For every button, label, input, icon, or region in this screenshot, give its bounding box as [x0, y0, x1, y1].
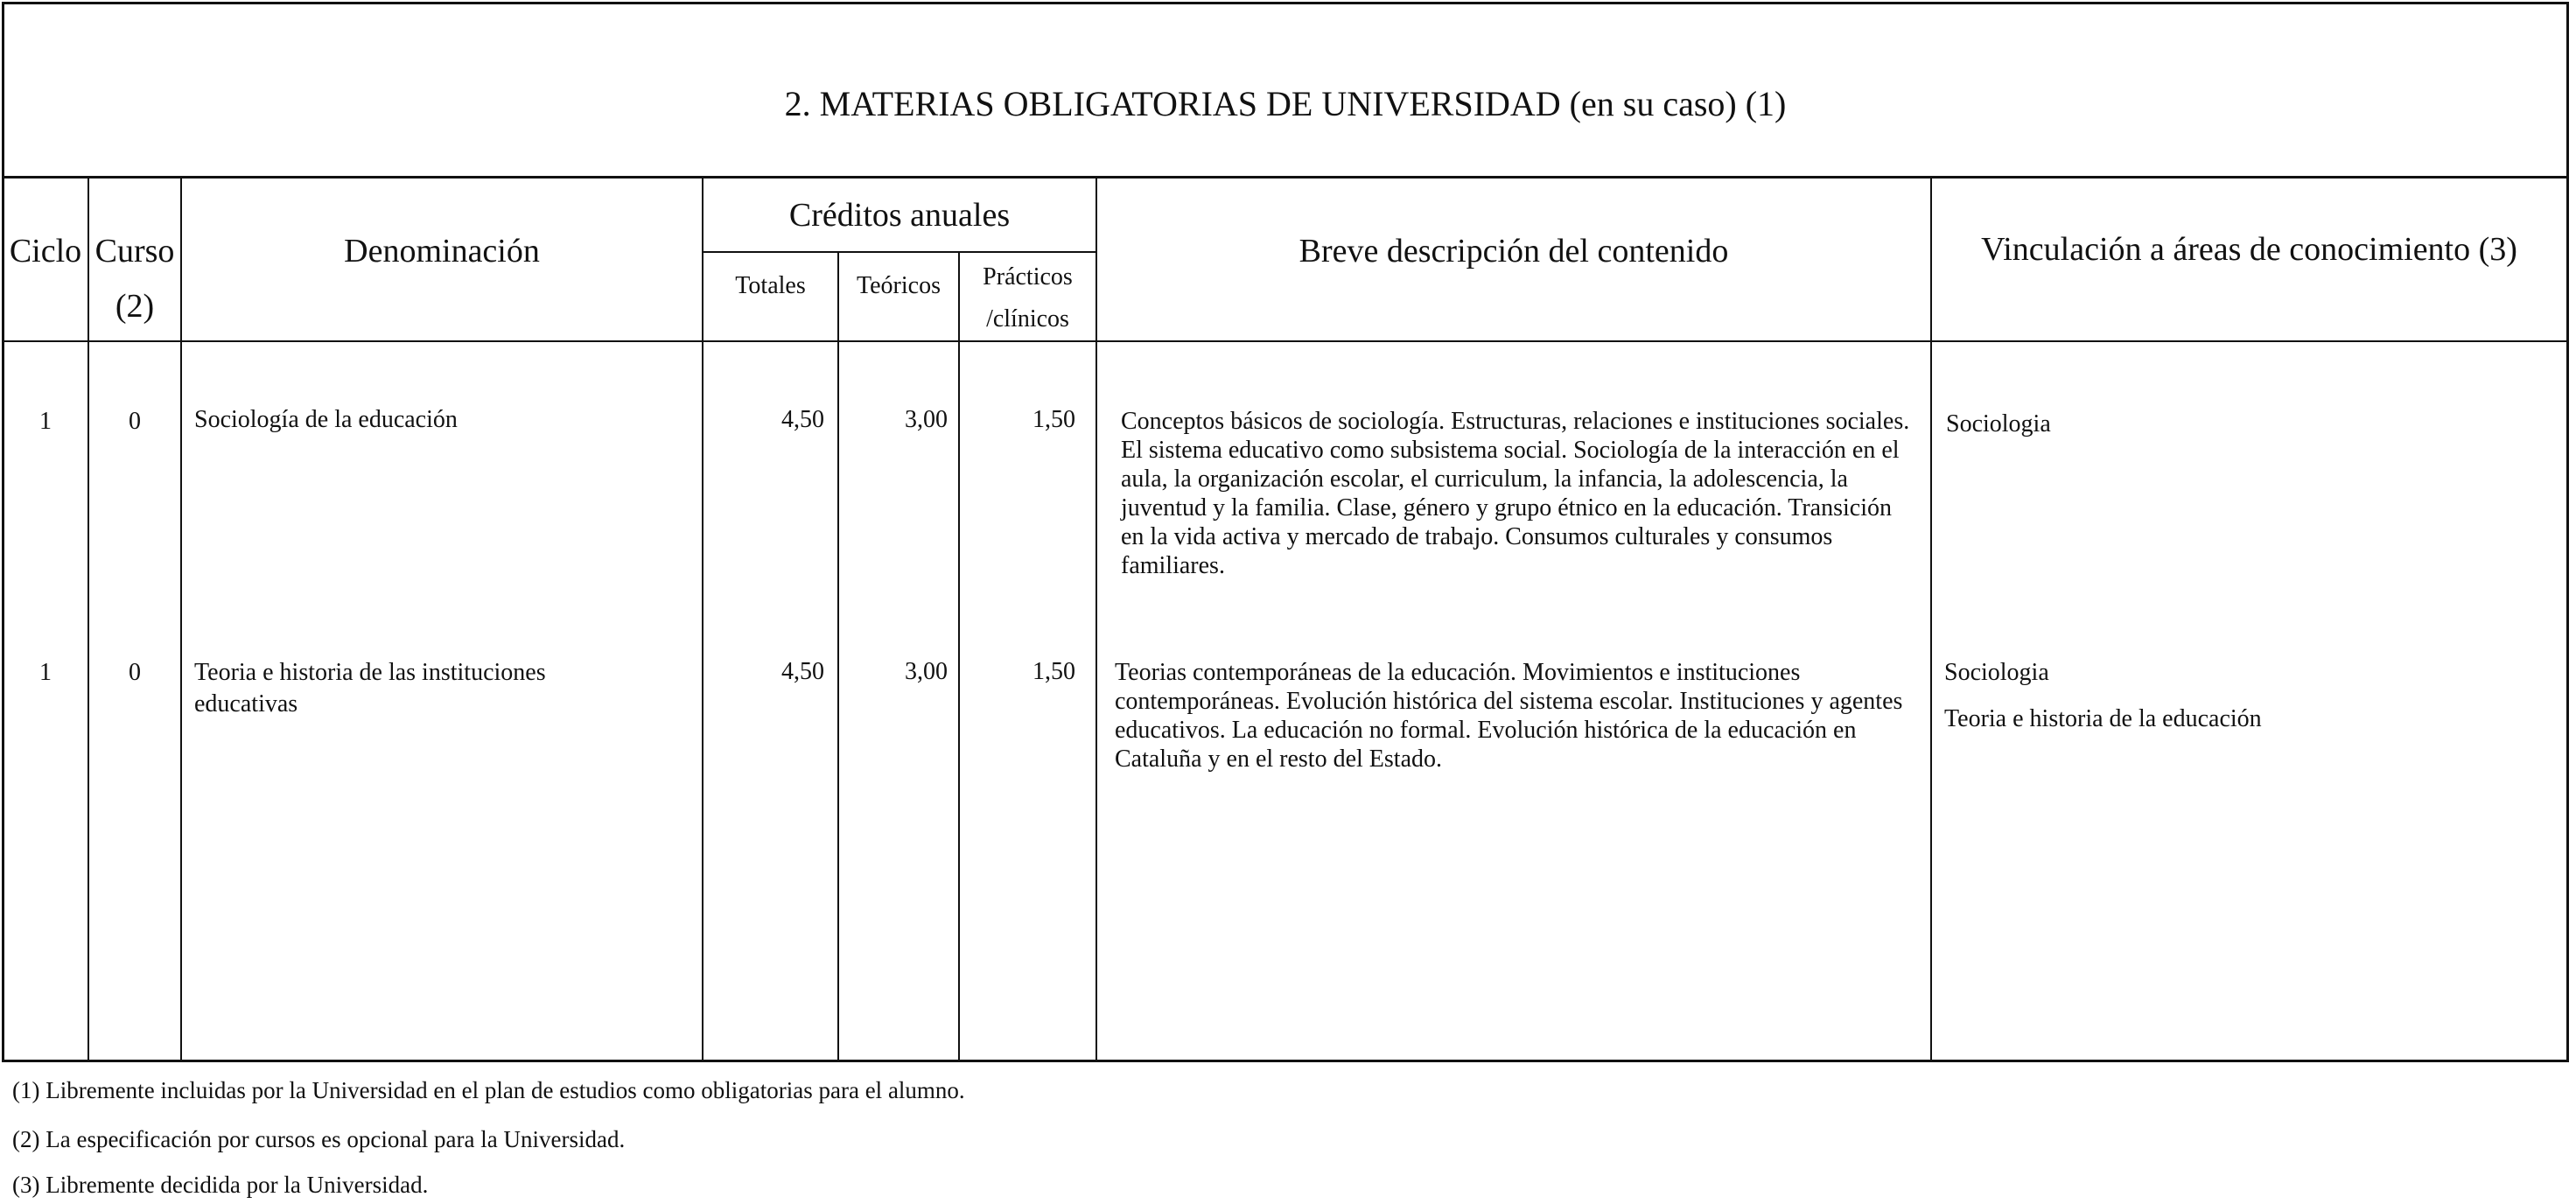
row1-curso: 0	[129, 408, 141, 435]
header-ciclo: Ciclo	[9, 233, 82, 270]
row1-denominacion: Sociología de la educación	[194, 406, 458, 433]
header-practicos: Prácticos	[983, 263, 1073, 290]
row2-teoricos: 3,00	[905, 658, 948, 685]
border-bottom	[2, 1060, 2569, 1062]
header-curso-note: (2)	[115, 288, 155, 325]
footnote-1: (1) Libremente incluidas por la Universidad en el plan de estudios como obligatorias para el alumno.	[12, 1077, 965, 1103]
row1-area-1: Sociologia	[1946, 410, 2051, 438]
title-separator	[2, 176, 2569, 178]
row1-practicos: 1,50	[1032, 406, 1075, 433]
row2-curso: 0	[129, 659, 141, 686]
row2-denominacion: Teoria e historia de las instituciones educativas	[194, 659, 546, 718]
header-curso: Curso	[94, 233, 175, 270]
col-line-6	[1096, 176, 1097, 1062]
row2-descripcion: Teorias contemporáneas de la educación. Movimientos e instituciones contemporáneas. Evolución histórica del sistema escolar. Instituciones y agentes educativos. La educación no formal. Evolución histórica de la educación en Cataluña y en el resto del Estado.	[1115, 659, 1903, 773]
header-creditos: Créditos anuales	[788, 197, 1011, 234]
header-vinculacion: Vinculación a áreas de conocimiento (3)	[1981, 231, 2517, 268]
header-clinicos: /clínicos	[986, 305, 1069, 332]
creditos-separator	[702, 251, 1097, 253]
row1-ciclo: 1	[39, 408, 52, 435]
border-right	[2566, 2, 2569, 1062]
row2-ciclo: 1	[39, 659, 52, 686]
header-descripcion: Breve descripción del contenido	[1298, 233, 1729, 270]
row1-teoricos: 3,00	[905, 406, 948, 433]
row2-totales: 4,50	[781, 658, 824, 685]
col-line-3	[702, 176, 704, 1062]
border-left	[2, 2, 4, 1062]
header-teoricos: Teóricos	[856, 272, 941, 299]
row2-practicos: 1,50	[1032, 658, 1075, 685]
row1-totales: 4,50	[781, 406, 824, 433]
border-top	[2, 2, 2569, 4]
header-denominacion: Denominación	[344, 233, 540, 270]
footnote-3: (3) Libremente decidida por la Universidad.	[12, 1172, 429, 1198]
row2-area-1: Sociologia	[1944, 659, 2049, 686]
table-title: 2. MATERIAS OBLIGATORIAS DE UNIVERSIDAD (en su caso) (1)	[784, 84, 1787, 123]
header-totales: Totales	[735, 272, 806, 299]
row2-area-2: Teoria e historia de la educación	[1944, 705, 2262, 732]
header-separator	[2, 340, 2569, 342]
col-line-7	[1930, 176, 1932, 1062]
row1-descripcion: Conceptos básicos de sociología. Estructuras, relaciones e instituciones sociales. El sistema educativo como subsistema social. Sociología de la interacción en el aula, la organización escolar, el curriculum, la infancia, la adolescencia, la juventud y la familia. Clase, género y grupo étnico en la educación. Transición en la vida activa y mercado de trabajo. Consumos culturales y consumos familiares.	[1121, 408, 1910, 579]
col-line-2	[180, 176, 182, 1062]
footnote-2: (2) La especificación por cursos es opcional para la Universidad.	[12, 1126, 626, 1152]
